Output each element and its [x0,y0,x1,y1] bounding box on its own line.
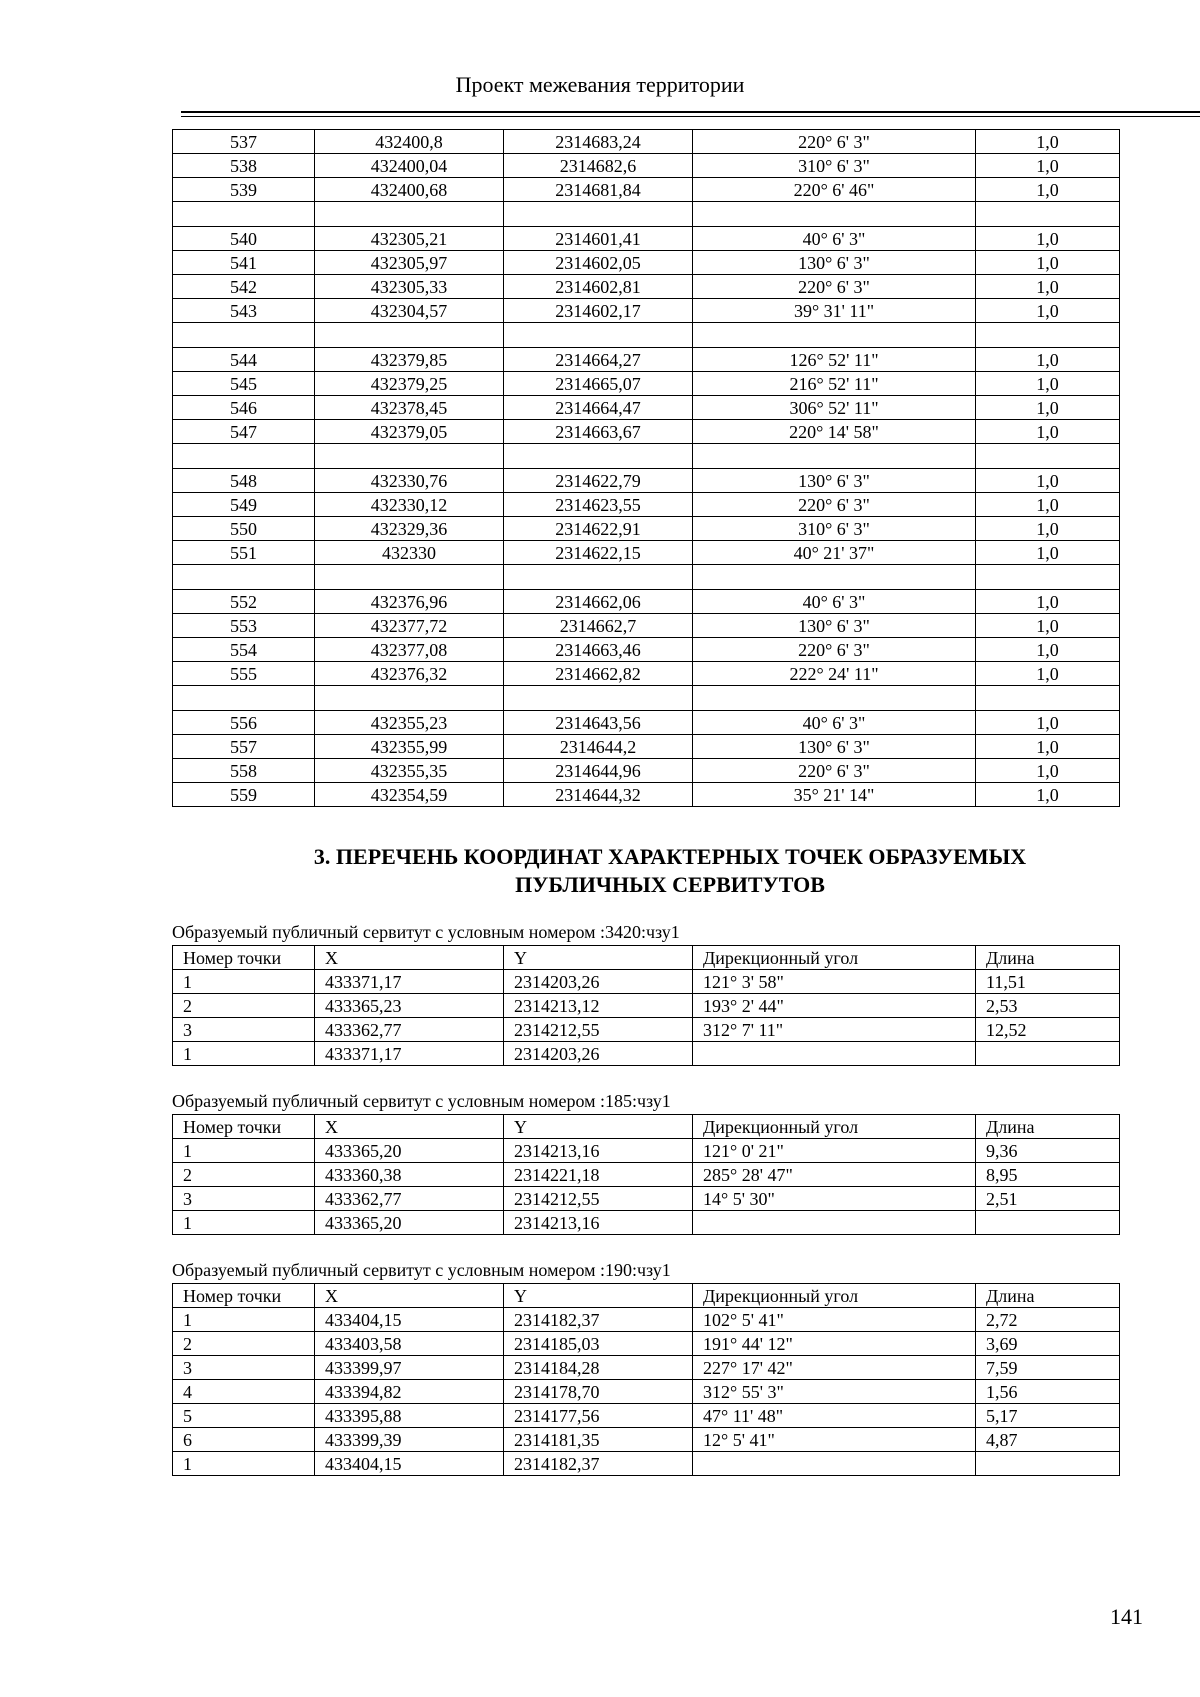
y-cell: 2314182,37 [504,1308,693,1332]
empty-cell [173,686,315,711]
point-number-cell: 555 [173,662,315,686]
y-cell: 2314185,03 [504,1332,693,1356]
y-cell: 2314602,17 [504,299,693,323]
x-cell: 432355,99 [315,735,504,759]
point-number-cell: 559 [173,783,315,807]
y-cell: 2314664,47 [504,396,693,420]
point-number-cell: 1 [173,1211,315,1235]
point-number-cell: 540 [173,227,315,251]
point-number-cell: 4 [173,1380,315,1404]
x-cell: 432305,21 [315,227,504,251]
length-cell: 1,0 [976,783,1120,807]
table-row [173,1428,1120,1452]
table-row [173,396,1120,420]
length-cell [976,1211,1120,1235]
y-cell: 2314221,18 [504,1163,693,1187]
table-row [173,178,1120,202]
y-cell: 2314681,84 [504,178,693,202]
length-cell: 1,0 [976,638,1120,662]
length-cell: 1,0 [976,372,1120,396]
angle-cell: 130° 6' 3" [693,469,976,493]
angle-cell: 130° 6' 3" [693,251,976,275]
point-number-cell: 6 [173,1428,315,1452]
angle-cell: 220° 6' 3" [693,275,976,299]
point-number-cell: 1 [173,970,315,994]
x-cell: 432400,04 [315,154,504,178]
x-cell: 433394,82 [315,1380,504,1404]
table-row [173,541,1120,565]
angle-cell: 222° 24' 11" [693,662,976,686]
angle-cell: 121° 0' 21" [693,1139,976,1163]
length-cell: 3,69 [976,1332,1120,1356]
table-row [173,614,1120,638]
empty-cell [504,323,693,348]
y-cell: 2314644,32 [504,783,693,807]
point-number-cell: 537 [173,130,315,154]
table-row [173,420,1120,444]
table-row [173,227,1120,251]
empty-cell [693,202,976,227]
table-row [173,711,1120,735]
point-number-cell: 546 [173,396,315,420]
empty-cell [315,202,504,227]
y-cell: 2314213,16 [504,1211,693,1235]
x-cell: 433399,39 [315,1428,504,1452]
angle-cell: 102° 5' 41" [693,1308,976,1332]
x-cell: 432376,96 [315,590,504,614]
angle-cell: 40° 6' 3" [693,711,976,735]
x-cell: 433404,15 [315,1308,504,1332]
spacer-row [173,686,1120,711]
x-cell: 433362,77 [315,1018,504,1042]
header-row [173,946,1120,970]
length-cell: 1,0 [976,396,1120,420]
length-cell: 1,0 [976,735,1120,759]
x-cell: 432400,8 [315,130,504,154]
point-number-cell: 545 [173,372,315,396]
point-number-cell: 558 [173,759,315,783]
header-rule-thick [181,111,1200,113]
servitude-caption: Образуемый публичный сервитут с условным номером :185:чзу1 [172,1091,671,1111]
angle-cell [693,1042,976,1066]
point-number-cell: 542 [173,275,315,299]
x-cell: 433395,88 [315,1404,504,1428]
y-cell: 2314665,07 [504,372,693,396]
length-cell: 1,0 [976,614,1120,638]
point-number-cell: 538 [173,154,315,178]
point-number-cell: 541 [173,251,315,275]
point-number-cell: 550 [173,517,315,541]
point-number-cell: 3 [173,1356,315,1380]
length-cell [976,1452,1120,1476]
y-cell: 2314602,05 [504,251,693,275]
length-cell: 1,0 [976,420,1120,444]
y-cell: 2314662,7 [504,614,693,638]
angle-cell [693,1452,976,1476]
angle-cell: 126° 52' 11" [693,348,976,372]
empty-cell [504,444,693,469]
y-cell: 2314213,16 [504,1139,693,1163]
y-cell: 2314212,55 [504,1187,693,1211]
point-number-cell: 544 [173,348,315,372]
angle-cell: 12° 5' 41" [693,1428,976,1452]
section-heading [200,843,1140,899]
angle-cell: 130° 6' 3" [693,735,976,759]
x-cell: 433404,15 [315,1452,504,1476]
angle-cell: 40° 6' 3" [693,590,976,614]
length-cell: 1,0 [976,711,1120,735]
spacer-row [173,565,1120,590]
angle-cell: 312° 7' 11" [693,1018,976,1042]
length-cell: 1,0 [976,178,1120,202]
point-number-cell: 2 [173,1163,315,1187]
table-row [173,590,1120,614]
angle-cell: 40° 21' 37" [693,541,976,565]
table-row [173,275,1120,299]
y-cell: 2314662,82 [504,662,693,686]
table-row [173,1356,1120,1380]
x-cell: 432330 [315,541,504,565]
empty-cell [976,686,1120,711]
empty-cell [173,323,315,348]
angle-cell: 130° 6' 3" [693,614,976,638]
y-cell: 2314644,2 [504,735,693,759]
x-cell: 432376,32 [315,662,504,686]
table-row [173,662,1120,686]
header-row [173,1115,1120,1139]
x-cell: 433371,17 [315,1042,504,1066]
point-number-cell: 554 [173,638,315,662]
column-header: Y [504,1284,693,1308]
x-cell: 432378,45 [315,396,504,420]
table-row [173,1332,1120,1356]
table-row [173,1042,1120,1066]
empty-cell [693,323,976,348]
angle-cell: 227° 17' 42" [693,1356,976,1380]
empty-cell [504,202,693,227]
x-cell: 432355,23 [315,711,504,735]
column-header: Y [504,946,693,970]
y-cell: 2314663,46 [504,638,693,662]
column-header: X [315,1284,504,1308]
empty-cell [315,686,504,711]
y-cell: 2314663,67 [504,420,693,444]
angle-cell: 306° 52' 11" [693,396,976,420]
empty-cell [976,202,1120,227]
length-cell: 1,56 [976,1380,1120,1404]
column-header: Длина [976,1115,1120,1139]
point-number-cell: 547 [173,420,315,444]
table-row [173,348,1120,372]
angle-cell: 35° 21' 14" [693,783,976,807]
empty-cell [976,323,1120,348]
x-cell: 433365,20 [315,1211,504,1235]
table-row [173,735,1120,759]
length-cell: 2,53 [976,994,1120,1018]
angle-cell: 310° 6' 3" [693,517,976,541]
x-cell: 432379,05 [315,420,504,444]
empty-cell [976,565,1120,590]
angle-cell: 220° 6' 3" [693,638,976,662]
column-header: Номер точки [173,1115,315,1139]
table-row [173,130,1120,154]
servitude-table [172,1283,1120,1476]
y-cell: 2314203,26 [504,1042,693,1066]
column-header: Y [504,1115,693,1139]
table-row [173,1163,1120,1187]
x-cell: 432330,76 [315,469,504,493]
point-number-cell: 3 [173,1187,315,1211]
table-row [173,1308,1120,1332]
point-number-cell: 549 [173,493,315,517]
page-header-title: Проект межевания территории [455,72,745,97]
length-cell: 1,0 [976,517,1120,541]
table-row [173,299,1120,323]
empty-cell [976,444,1120,469]
x-cell: 433399,97 [315,1356,504,1380]
page-number: 141 [1110,1604,1143,1629]
y-cell: 2314664,27 [504,348,693,372]
servitude-table [172,1114,1120,1235]
column-header: X [315,1115,504,1139]
table-row [173,251,1120,275]
length-cell: 5,17 [976,1404,1120,1428]
servitude-caption: Образуемый публичный сервитут с условным номером :190:чзу1 [172,1260,671,1280]
angle-cell: 216° 52' 11" [693,372,976,396]
y-cell: 2314212,55 [504,1018,693,1042]
length-cell: 12,52 [976,1018,1120,1042]
point-number-cell: 1 [173,1042,315,1066]
empty-cell [173,444,315,469]
coordinates-table [172,129,1120,807]
x-cell: 432379,25 [315,372,504,396]
length-cell: 4,87 [976,1428,1120,1452]
point-number-cell: 557 [173,735,315,759]
x-cell: 432354,59 [315,783,504,807]
length-cell: 2,51 [976,1187,1120,1211]
y-cell: 2314181,35 [504,1428,693,1452]
section-heading-line-2: ПУБЛИЧНЫХ СЕРВИТУТОВ [515,872,825,897]
y-cell: 2314683,24 [504,130,693,154]
x-cell: 433362,77 [315,1187,504,1211]
point-number-cell: 5 [173,1404,315,1428]
empty-cell [315,444,504,469]
angle-cell [693,1211,976,1235]
column-header: Дирекционный угол [693,946,976,970]
spacer-row [173,202,1120,227]
angle-cell: 285° 28' 47" [693,1163,976,1187]
table-row [173,372,1120,396]
table-row [173,517,1120,541]
column-header: X [315,946,504,970]
empty-cell [693,444,976,469]
section-heading-line-1: 3. ПЕРЕЧЕНЬ КООРДИНАТ ХАРАКТЕРНЫХ ТОЧЕК ОБРАЗУЕМЫХ [313,844,1027,869]
point-number-cell: 2 [173,1332,315,1356]
y-cell: 2314602,81 [504,275,693,299]
x-cell: 432305,97 [315,251,504,275]
empty-cell [504,686,693,711]
x-cell: 433365,20 [315,1139,504,1163]
angle-cell: 220° 6' 3" [693,759,976,783]
table-row [173,1211,1120,1235]
y-cell: 2314643,56 [504,711,693,735]
angle-cell: 121° 3' 58" [693,970,976,994]
point-number-cell: 551 [173,541,315,565]
table-row [173,1018,1120,1042]
point-number-cell: 1 [173,1452,315,1476]
y-cell: 2314203,26 [504,970,693,994]
table-row [173,1380,1120,1404]
point-number-cell: 552 [173,590,315,614]
servitude-table [172,945,1120,1066]
y-cell: 2314662,06 [504,590,693,614]
column-header: Длина [976,946,1120,970]
column-header: Номер точки [173,946,315,970]
length-cell: 1,0 [976,469,1120,493]
point-number-cell: 553 [173,614,315,638]
length-cell: 9,36 [976,1139,1120,1163]
x-cell: 432400,68 [315,178,504,202]
table-row [173,493,1120,517]
y-cell: 2314622,79 [504,469,693,493]
y-cell: 2314178,70 [504,1380,693,1404]
column-header: Длина [976,1284,1120,1308]
point-number-cell: 1 [173,1308,315,1332]
empty-cell [504,565,693,590]
angle-cell: 191° 44' 12" [693,1332,976,1356]
x-cell: 432304,57 [315,299,504,323]
spacer-row [173,323,1120,348]
angle-cell: 39° 31' 11" [693,299,976,323]
y-cell: 2314213,12 [504,994,693,1018]
length-cell: 1,0 [976,541,1120,565]
length-cell: 1,0 [976,590,1120,614]
length-cell: 1,0 [976,130,1120,154]
y-cell: 2314184,28 [504,1356,693,1380]
empty-cell [693,565,976,590]
header-row [173,1284,1120,1308]
empty-cell [315,323,504,348]
length-cell: 1,0 [976,348,1120,372]
point-number-cell: 3 [173,1018,315,1042]
x-cell: 432330,12 [315,493,504,517]
angle-cell: 193° 2' 44" [693,994,976,1018]
length-cell: 2,72 [976,1308,1120,1332]
y-cell: 2314601,41 [504,227,693,251]
empty-cell [315,565,504,590]
length-cell: 8,95 [976,1163,1120,1187]
point-number-cell: 548 [173,469,315,493]
table-row [173,1187,1120,1211]
x-cell: 432329,36 [315,517,504,541]
angle-cell: 310° 6' 3" [693,154,976,178]
angle-cell: 47° 11' 48" [693,1404,976,1428]
table-row [173,1452,1120,1476]
table-row [173,1404,1120,1428]
y-cell: 2314182,37 [504,1452,693,1476]
angle-cell: 220° 6' 46" [693,178,976,202]
length-cell: 1,0 [976,759,1120,783]
x-cell: 433403,58 [315,1332,504,1356]
table-row [173,1139,1120,1163]
angle-cell: 220° 14' 58" [693,420,976,444]
table-row [173,970,1120,994]
y-cell: 2314644,96 [504,759,693,783]
header-rule-thin [181,116,1200,117]
point-number-cell: 543 [173,299,315,323]
length-cell: 1,0 [976,299,1120,323]
column-header: Дирекционный угол [693,1284,976,1308]
length-cell: 1,0 [976,275,1120,299]
x-cell: 433371,17 [315,970,504,994]
angle-cell: 14° 5' 30" [693,1187,976,1211]
length-cell: 1,0 [976,154,1120,178]
y-cell: 2314622,15 [504,541,693,565]
empty-cell [693,686,976,711]
table-row [173,638,1120,662]
y-cell: 2314622,91 [504,517,693,541]
servitude-caption: Образуемый публичный сервитут с условным номером :3420:чзу1 [172,922,680,942]
length-cell: 1,0 [976,227,1120,251]
column-header: Дирекционный угол [693,1115,976,1139]
x-cell: 432379,85 [315,348,504,372]
point-number-cell: 2 [173,994,315,1018]
table-row [173,759,1120,783]
x-cell: 432377,08 [315,638,504,662]
x-cell: 432377,72 [315,614,504,638]
point-number-cell: 539 [173,178,315,202]
length-cell: 1,0 [976,662,1120,686]
table-row [173,469,1120,493]
x-cell: 433360,38 [315,1163,504,1187]
angle-cell: 220° 6' 3" [693,493,976,517]
length-cell: 1,0 [976,493,1120,517]
length-cell [976,1042,1120,1066]
x-cell: 432305,33 [315,275,504,299]
length-cell: 11,51 [976,970,1120,994]
x-cell: 433365,23 [315,994,504,1018]
table-row [173,994,1120,1018]
y-cell: 2314623,55 [504,493,693,517]
spacer-row [173,444,1120,469]
y-cell: 2314177,56 [504,1404,693,1428]
column-header: Номер точки [173,1284,315,1308]
table-row [173,154,1120,178]
empty-cell [173,565,315,590]
point-number-cell: 1 [173,1139,315,1163]
empty-cell [173,202,315,227]
length-cell: 1,0 [976,251,1120,275]
angle-cell: 312° 55' 3" [693,1380,976,1404]
length-cell: 7,59 [976,1356,1120,1380]
y-cell: 2314682,6 [504,154,693,178]
angle-cell: 40° 6' 3" [693,227,976,251]
point-number-cell: 556 [173,711,315,735]
table-row [173,783,1120,807]
angle-cell: 220° 6' 3" [693,130,976,154]
x-cell: 432355,35 [315,759,504,783]
